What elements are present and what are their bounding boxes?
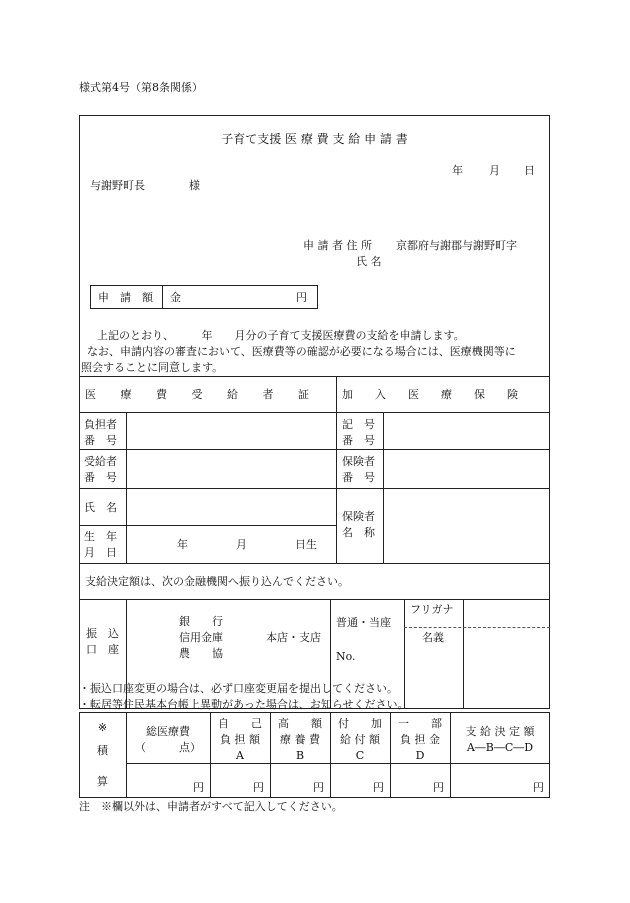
symbol-label-line2: 番 号 — [342, 434, 375, 447]
recipient-number-label — [84, 454, 117, 486]
partial-pay-header — [390, 716, 450, 764]
transfer-label-line1: 振 込 — [86, 627, 119, 640]
furigana-label: フリガナ — [410, 603, 454, 616]
bank-option[interactable]: 銀 行 — [179, 615, 223, 628]
symbol-number-label — [342, 417, 375, 449]
partial-pay-yen[interactable]: 円 — [433, 781, 444, 794]
recipient-label-line1: 受給者 — [84, 455, 117, 468]
insurance-header — [342, 389, 548, 400]
recipient-card-header — [85, 388, 334, 401]
insurer-name-label — [342, 509, 375, 541]
birth-day[interactable]: 日生 — [295, 538, 317, 551]
shinkin-option[interactable]: 信用金庫 — [179, 631, 223, 644]
extra-benefit-yen[interactable]: 円 — [373, 781, 384, 794]
form-number: 様式第4号（第8条関係） — [79, 81, 203, 94]
insurer-number-label — [342, 454, 375, 486]
insurer-name-field[interactable] — [387, 491, 547, 561]
partial-pay-line3: D — [415, 749, 425, 762]
statement-line-3: 照会することに同意します。 — [81, 361, 224, 374]
account-type-option[interactable]: 普通・当座 — [336, 616, 391, 629]
extra-benefit-line2: 給 付 額 — [340, 733, 380, 746]
calc-label-top: 積 — [97, 744, 108, 757]
high-cost-line3: B — [295, 749, 305, 762]
decision-amount-yen[interactable]: 円 — [533, 781, 544, 794]
insurer-number-line2: 番 号 — [342, 471, 375, 484]
name-label: 氏 名 — [84, 501, 117, 514]
transfer-account-label — [79, 626, 126, 658]
self-pay-yen[interactable]: 円 — [253, 781, 264, 794]
total-cost-line1: 総医療費 — [146, 725, 190, 738]
name-field[interactable] — [130, 491, 332, 523]
transfer-label-line2: 口 座 — [86, 643, 119, 656]
amount-prefix: 金 — [170, 291, 181, 304]
symbol-number-field[interactable] — [387, 416, 547, 446]
note-move: ・転居等住民基本台帳上異動があった場合は、お知らせください。 — [79, 698, 409, 711]
statement-line-1: 上記のとおり、 年 月分の子育て支援医療費の支給を申請します。 — [97, 329, 465, 342]
nokyo-option[interactable]: 農 協 — [179, 647, 223, 660]
applicant-name-label: 氏 名 — [356, 255, 382, 268]
partial-pay-line1: 一 部 — [398, 717, 442, 730]
statement-line-2: なお、申請内容の審査において、医療費等の確認が必要になる場合には、医療機関等に — [87, 345, 516, 358]
self-pay-header — [210, 716, 270, 764]
recipient-number-field[interactable] — [130, 453, 332, 485]
extra-benefit-line3: C — [355, 749, 365, 762]
addressee: 与謝野町長 様 — [90, 179, 200, 192]
payer-number-field[interactable] — [130, 416, 332, 446]
total-cost-header — [126, 724, 210, 756]
high-cost-yen[interactable]: 円 — [313, 781, 324, 794]
insurer-name-line2: 名 称 — [342, 526, 375, 539]
insurer-number-line1: 保険者 — [342, 455, 375, 468]
extra-benefit-header — [330, 716, 390, 764]
recipient-label-line2: 番 号 — [84, 471, 117, 484]
holder-label: 名義 — [422, 631, 444, 644]
date-day: 日 — [524, 164, 535, 177]
insurance-header-text: 加入医療保険 — [342, 388, 540, 401]
birthdate-label — [84, 529, 117, 561]
decision-line2: A―B―C―D — [466, 741, 534, 754]
high-cost-line1: 高 額 — [278, 717, 322, 730]
insurer-name-line1: 保険者 — [342, 510, 375, 523]
payer-number-label — [84, 417, 117, 449]
birth-month[interactable]: 月 — [236, 538, 247, 551]
decision-line1: 支 給 決 定 額 — [465, 725, 535, 738]
branch-option[interactable]: 本店・支店 — [266, 631, 321, 644]
footer-note: 注 ※欄以外は、申請者がすべて記入してください。 — [79, 800, 343, 813]
self-pay-line3: A — [236, 749, 244, 762]
birth-label-line1: 生 年 — [84, 530, 117, 543]
decision-amount-header — [450, 724, 550, 756]
date-year: 年 — [452, 164, 463, 177]
high-cost-header — [270, 716, 330, 764]
calc-mark: ※ — [97, 721, 108, 734]
self-pay-line2: 負 担 額 — [220, 733, 260, 746]
amount-unit: 円 — [296, 291, 307, 304]
birth-year[interactable]: 年 — [177, 538, 188, 551]
symbol-label-line1: 記 号 — [342, 418, 375, 431]
holder-field[interactable] — [466, 630, 548, 706]
self-pay-line1: 自 己 — [218, 717, 262, 730]
calc-label-bottom: 算 — [97, 775, 108, 788]
birth-label-line2: 月 日 — [84, 546, 117, 559]
date-month: 月 — [489, 164, 500, 177]
furigana-field[interactable] — [466, 603, 548, 625]
total-cost-line2: （ 点） — [135, 741, 201, 754]
note-account-change: ・振込口座変更の場合は、必ず口座変更届を提出してください。 — [79, 682, 398, 695]
partial-pay-line2: 負 担 金 — [400, 733, 440, 746]
insurer-number-field[interactable] — [387, 453, 547, 485]
applicant-address-label: 申 請 者 住 所 — [303, 239, 372, 252]
applicant-address-value[interactable]: 京都府与謝郡与謝野町字 — [396, 239, 517, 252]
account-number-label: No. — [336, 650, 356, 663]
recipient-card-header-text: 医療費受給者証 — [85, 388, 334, 401]
form-title: 子育て支援 医 療 費 支 給 申 請 書 — [221, 132, 408, 146]
high-cost-line2: 療 養 費 — [280, 733, 320, 746]
total-cost-yen[interactable]: 円 — [193, 781, 204, 794]
extra-benefit-line1: 付 加 — [338, 717, 382, 730]
amount-label: 申 請 額 — [98, 291, 153, 304]
payer-label-line2: 番 号 — [84, 434, 117, 447]
payer-label-line1: 負担者 — [84, 418, 117, 431]
payment-note: 支給決定額は、次の金融機関へ振り込んでください。 — [85, 575, 349, 588]
